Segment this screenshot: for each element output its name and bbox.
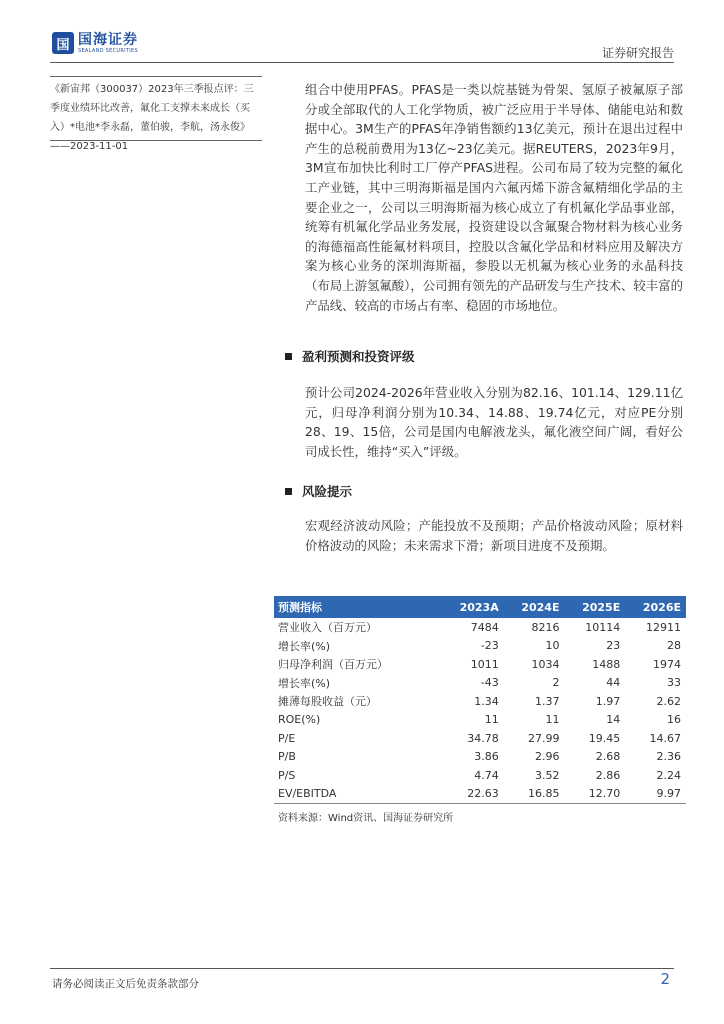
table-cell: 34.78: [467, 731, 499, 745]
table-row: [274, 618, 686, 637]
table-cell: 12.70: [564, 785, 625, 804]
page-number: 2: [660, 970, 670, 988]
report-type-label: 证券研究报告: [601, 46, 674, 60]
table-cell: 12911: [646, 620, 681, 634]
table-cell: 16.85: [504, 785, 565, 804]
sidebar-top-divider: [50, 76, 262, 77]
table-cell: 8216: [531, 620, 560, 634]
table-cell: 1.97: [595, 694, 621, 708]
table-cell: P/B: [278, 750, 296, 764]
forecast-paragraph: 预计公司2024-2026年营业收入分别为82.16、101.14、129.11亿元，归母净利润分别为10.34、14.88、19.74亿元，对应PE分别28、19、15倍，公司是国内电解液龙头，氟化液空间广阔，看好公司成长性，维持“买入”评级。: [305, 385, 683, 459]
section-risk-heading: [285, 482, 352, 500]
table-cell: 1.37: [534, 694, 560, 708]
table-cell: 4.74: [474, 768, 499, 782]
table-cell: 14.67: [649, 731, 681, 745]
table-cell: P/E: [278, 731, 296, 745]
table-cell: 7484: [470, 620, 499, 634]
table-cell: 23: [606, 639, 621, 653]
logo-mark-icon: 国: [52, 32, 74, 54]
table-cell: 1011: [470, 657, 499, 671]
company-logo: [52, 32, 138, 54]
footer-disclaimer: 请务必阅读正文后免责条款部分: [52, 978, 199, 990]
table-header-cell: 预测指标: [274, 596, 442, 618]
header-divider: [50, 62, 674, 63]
table-cell: 44: [606, 676, 621, 690]
table-cell: 22.63: [442, 785, 504, 804]
table-row: [274, 711, 686, 730]
table-cell: 2.96: [534, 750, 560, 764]
table-cell: -23: [480, 639, 499, 653]
table-cell: EV/EBITDA: [274, 785, 442, 804]
table-header-cell: 2025E: [564, 596, 625, 618]
logo-english-name: SEALAND SECURITIES: [78, 47, 138, 54]
table-cell: 10: [545, 639, 560, 653]
table-cell: 33: [667, 676, 681, 690]
logo-chinese-name: 国海证券: [78, 31, 138, 48]
sidebar-bottom-divider: [50, 140, 262, 141]
table-cell: ROE(%): [278, 713, 321, 727]
table-cell: 9.97: [625, 785, 686, 804]
forecast-table: [274, 596, 686, 804]
table-cell: 3.86: [474, 750, 499, 764]
table-row: [274, 748, 686, 767]
table-header-cell: 2026E: [625, 596, 686, 618]
table-cell: 增长率(%): [278, 676, 331, 690]
table-cell: 1974: [653, 657, 681, 671]
square-bullet-icon: [285, 353, 292, 360]
table-cell: 19.45: [588, 731, 621, 745]
table-cell: 1.34: [474, 694, 499, 708]
related-report-reference: 《新宙邦（300037）2023年三季报点评：三季度业绩环比改善，氟化工支撑未来成长（买入）*电池*李永磊，董伯骏，李航，汤永俊》——2023-11-01: [50, 84, 254, 152]
table-cell: P/S: [278, 768, 296, 782]
table-cell: 1488: [592, 657, 621, 671]
logo-text: [78, 33, 138, 54]
square-bullet-icon: [285, 488, 292, 495]
table-row: [274, 655, 686, 674]
table-source-note: 资料来源：Wind资讯、国海证券研究所: [278, 813, 454, 824]
table-cell: 1034: [531, 657, 560, 671]
table-header-cell: 2023A: [442, 596, 504, 618]
table-cell: 11: [545, 713, 560, 727]
table-cell: 11: [484, 713, 499, 727]
table-row: [274, 766, 686, 785]
intro-paragraph: 组合中使用PFAS。PFAS是一类以烷基链为骨架、氢原子被氟原子部分或全部取代的人工化学物质，被广泛应用于半导体、储能电站和数据中心。3M生产的PFAS年净销售额约13亿美元，预计在退出过程中产生的总税前费用为13亿~23亿美元。据REUTERS，2023年9月，3M宣布加快比利时工厂停产PFAS进程。公司布局了较为完整的氟化工产业链，其中三明海斯福是国内六氟丙烯下游含氟精细化学品的主要企业之一，公司以三明海斯福为核心成立了有机氟化学品事业部，统筹有机氟化学品业务发展，投资建设以含氟聚合物材料为核心业务的海德福高性能氟材料项目，控股以含氟化学品和材料应用及解决方案为核心业务的深圳海斯福，参股以无机氟为核心业务的永晶科技（布局上游氢氟酸），公司拥有领先的产品研发与生产技术、较丰富的产品线、较高的市场占有率、稳固的市场地位。: [305, 82, 683, 313]
table-cell: 2.86: [595, 768, 621, 782]
table-cell: 2.62: [656, 694, 681, 708]
footer-divider: [50, 968, 674, 969]
table-cell: 2.24: [656, 768, 681, 782]
section-forecast-title: 盈利预测和投资评级: [302, 349, 415, 364]
table-header-cell: 2024E: [504, 596, 565, 618]
table-cell: 16: [667, 713, 681, 727]
table-header-row: [274, 596, 686, 618]
table-row: [274, 785, 686, 804]
table-row: [274, 637, 686, 656]
table-row: [274, 674, 686, 693]
table-row: [274, 729, 686, 748]
table-cell: 摊薄每股收益（元）: [278, 695, 377, 709]
risk-paragraph: 宏观经济波动风险；产能投放不及预期；产品价格波动风险；原材料价格波动的风险；未来需求下滑；新项目进度不及预期。: [305, 518, 683, 553]
table-cell: -43: [480, 676, 499, 690]
section-forecast-heading: [285, 347, 415, 365]
table-cell: 27.99: [527, 731, 560, 745]
table-cell: 2.36: [656, 750, 681, 764]
table-cell: 3.52: [534, 768, 560, 782]
table-cell: 10114: [585, 620, 621, 634]
section-risk-title: 风险提示: [302, 484, 353, 499]
table-cell: 营业收入（百万元）: [278, 621, 377, 635]
table-cell: 归母净利润（百万元）: [278, 658, 388, 672]
table-cell: 增长率(%): [278, 639, 331, 653]
table-cell: 14: [606, 713, 621, 727]
table-cell: 2: [552, 676, 560, 690]
table-row: [274, 692, 686, 711]
table-cell: 2.68: [595, 750, 621, 764]
table-cell: 28: [667, 639, 681, 653]
